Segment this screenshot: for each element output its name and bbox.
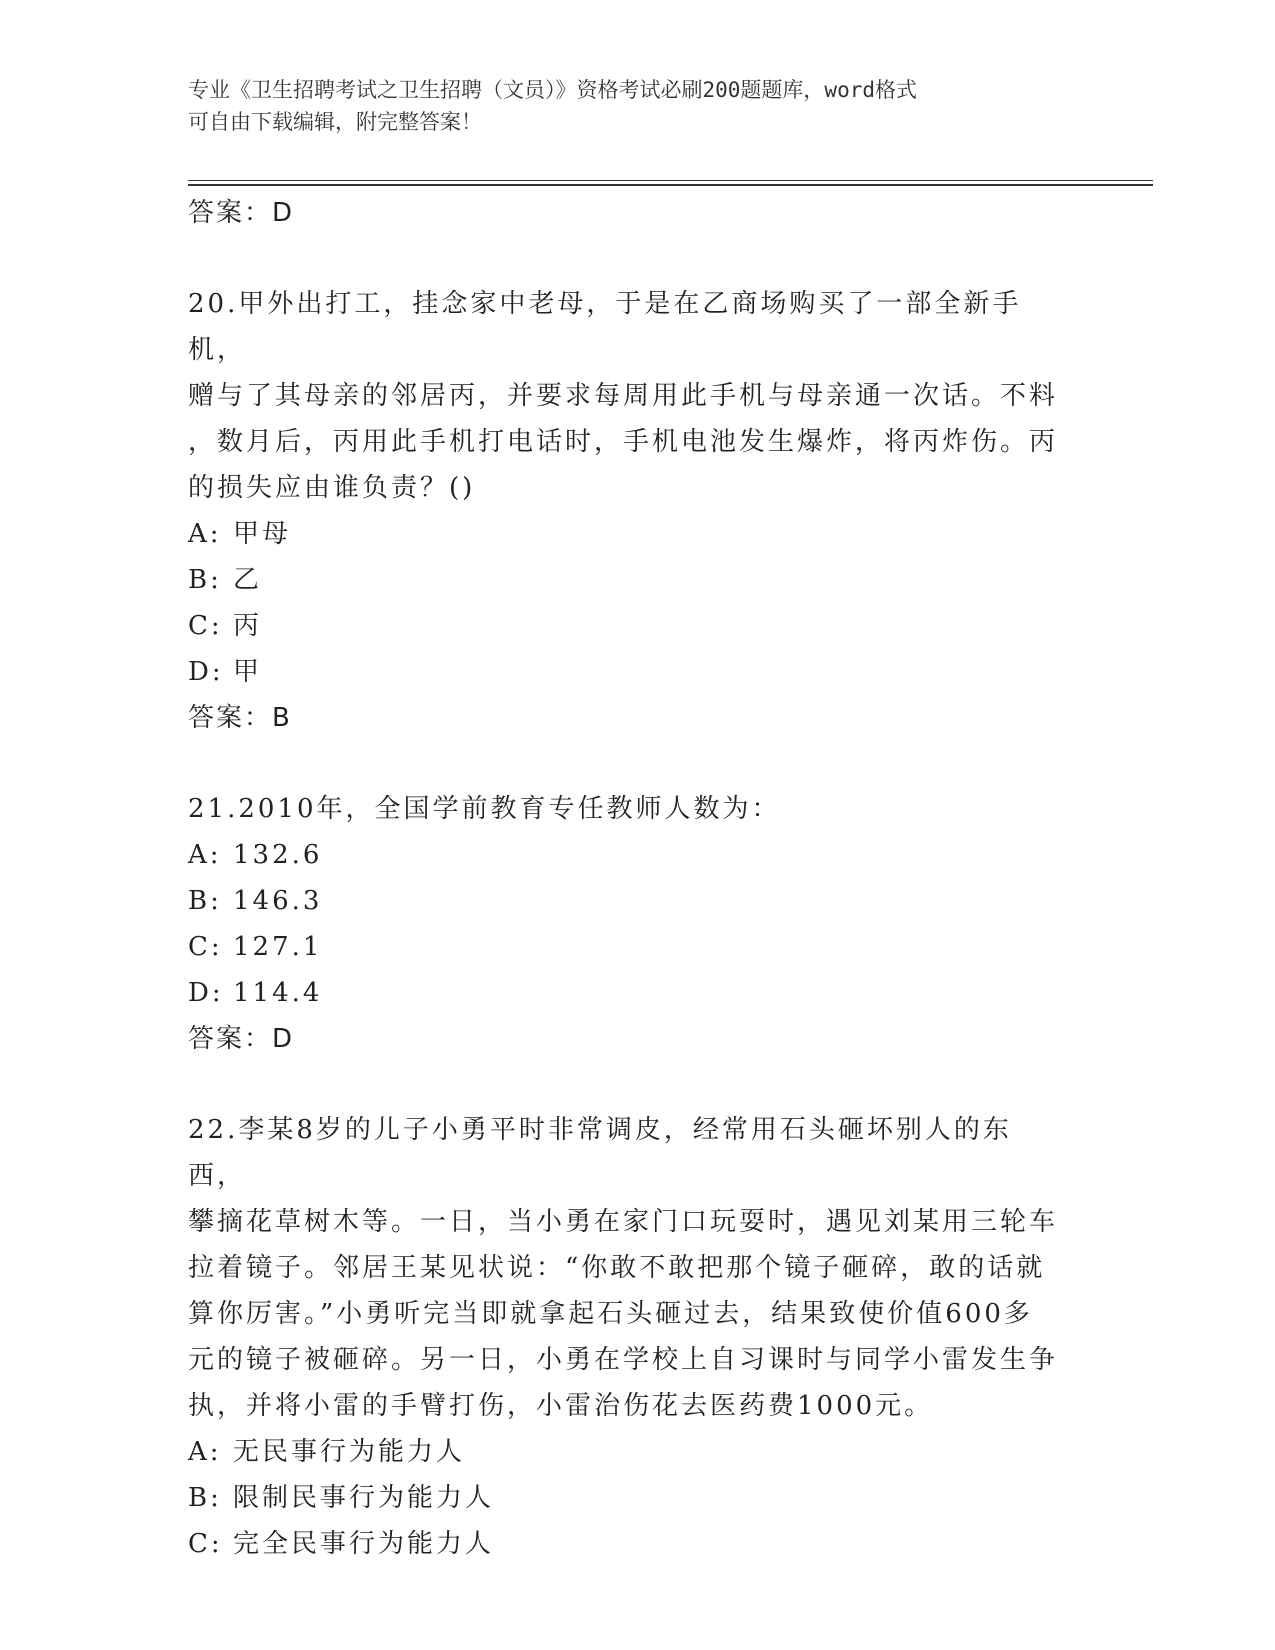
option-letter: A: bbox=[188, 840, 222, 870]
option-b bbox=[188, 878, 1068, 924]
header-rule-thin bbox=[188, 180, 1153, 181]
question-stem-line: 执，并将小雷的手臂打伤，小雷治伤花去医药费1000元。 bbox=[188, 1391, 934, 1421]
option-text: 丙 bbox=[233, 611, 263, 641]
question-content bbox=[188, 190, 1068, 1567]
option-text: 完全民事行为能力人 bbox=[233, 1529, 495, 1559]
answer-label: 答案：B bbox=[188, 703, 292, 733]
option-letter: C: bbox=[188, 932, 223, 962]
question-stem-line: ，数月后，丙用此手机打电话时，手机电池发生爆炸，将丙炸伤。丙 bbox=[188, 427, 1059, 457]
option-letter: A: bbox=[188, 1437, 222, 1467]
option-a bbox=[188, 1429, 1068, 1475]
question-20 bbox=[188, 281, 1068, 741]
option-text: 127.1 bbox=[233, 932, 323, 962]
option-text: 146.3 bbox=[233, 886, 323, 916]
header-rule-thick bbox=[188, 184, 1153, 186]
spacer bbox=[188, 741, 1068, 786]
previous-answer: 答案：D bbox=[188, 198, 295, 228]
option-letter: D: bbox=[188, 978, 224, 1008]
question-stem-line: 攀摘花草树木等。一日，当小勇在家门口玩耍时，遇见刘某用三轮车 bbox=[188, 1207, 1059, 1237]
question-stem-line: 拉着镜子。邻居王某见状说：“你敢不敢把那个镜子砸碎，敢的话就 bbox=[188, 1253, 1046, 1283]
option-text: 114.4 bbox=[233, 978, 323, 1008]
option-text: 无民事行为能力人 bbox=[233, 1437, 466, 1467]
option-letter: B: bbox=[188, 1483, 222, 1513]
option-d bbox=[188, 970, 1068, 1016]
option-d bbox=[188, 649, 1068, 695]
answer-label: 答案：D bbox=[188, 1024, 295, 1054]
question-22 bbox=[188, 1107, 1068, 1567]
option-letter: B: bbox=[188, 565, 222, 595]
question-stem-line: 22.李某8岁的儿子小勇平时非常调皮，经常用石头砸坏别人的东西， bbox=[188, 1115, 1012, 1191]
option-letter: D: bbox=[188, 657, 224, 687]
question-stem-line: 赠与了其母亲的邻居丙，并要求每周用此手机与母亲通一次话。不料 bbox=[188, 381, 1059, 411]
header-line-2: 可自由下载编辑，附完整答案！ bbox=[188, 110, 482, 134]
option-letter: C: bbox=[188, 611, 223, 641]
question-stem-line: 21.2010年，全国学前教育专任教师人数为： bbox=[188, 794, 781, 824]
question-stem-line: 的损失应由谁负责？() bbox=[188, 473, 476, 503]
option-letter: C: bbox=[188, 1529, 223, 1559]
option-a bbox=[188, 511, 1068, 557]
document-header bbox=[188, 74, 1068, 138]
option-text: 甲 bbox=[233, 657, 263, 687]
option-b bbox=[188, 1475, 1068, 1521]
option-c bbox=[188, 924, 1068, 970]
question-stem-line: 20.甲外出打工，挂念家中老母，于是在乙商场购买了一部全新手机， bbox=[188, 289, 1022, 365]
option-text: 132.6 bbox=[233, 840, 323, 870]
question-stem-line: 算你厉害。”小勇听完当即就拿起石头砸过去，结果致使价值600多 bbox=[188, 1299, 1033, 1329]
option-text: 甲母 bbox=[233, 519, 292, 549]
question-stem-line: 元的镜子被砸碎。另一日，小勇在学校上自习课时与同学小雷发生争 bbox=[188, 1345, 1059, 1375]
option-c bbox=[188, 1521, 1068, 1567]
option-letter: A: bbox=[188, 519, 222, 549]
spacer bbox=[188, 236, 1068, 281]
option-b bbox=[188, 557, 1068, 603]
option-letter: B: bbox=[188, 886, 222, 916]
option-a bbox=[188, 832, 1068, 878]
option-text: 乙 bbox=[233, 565, 263, 595]
question-21 bbox=[188, 786, 1068, 1062]
spacer bbox=[188, 1062, 1068, 1107]
option-text: 限制民事行为能力人 bbox=[233, 1483, 495, 1513]
option-c bbox=[188, 603, 1068, 649]
header-line-1: 专业《卫生招聘考试之卫生招聘（文员）》资格考试必刷200题题库，word格式 bbox=[188, 78, 917, 102]
